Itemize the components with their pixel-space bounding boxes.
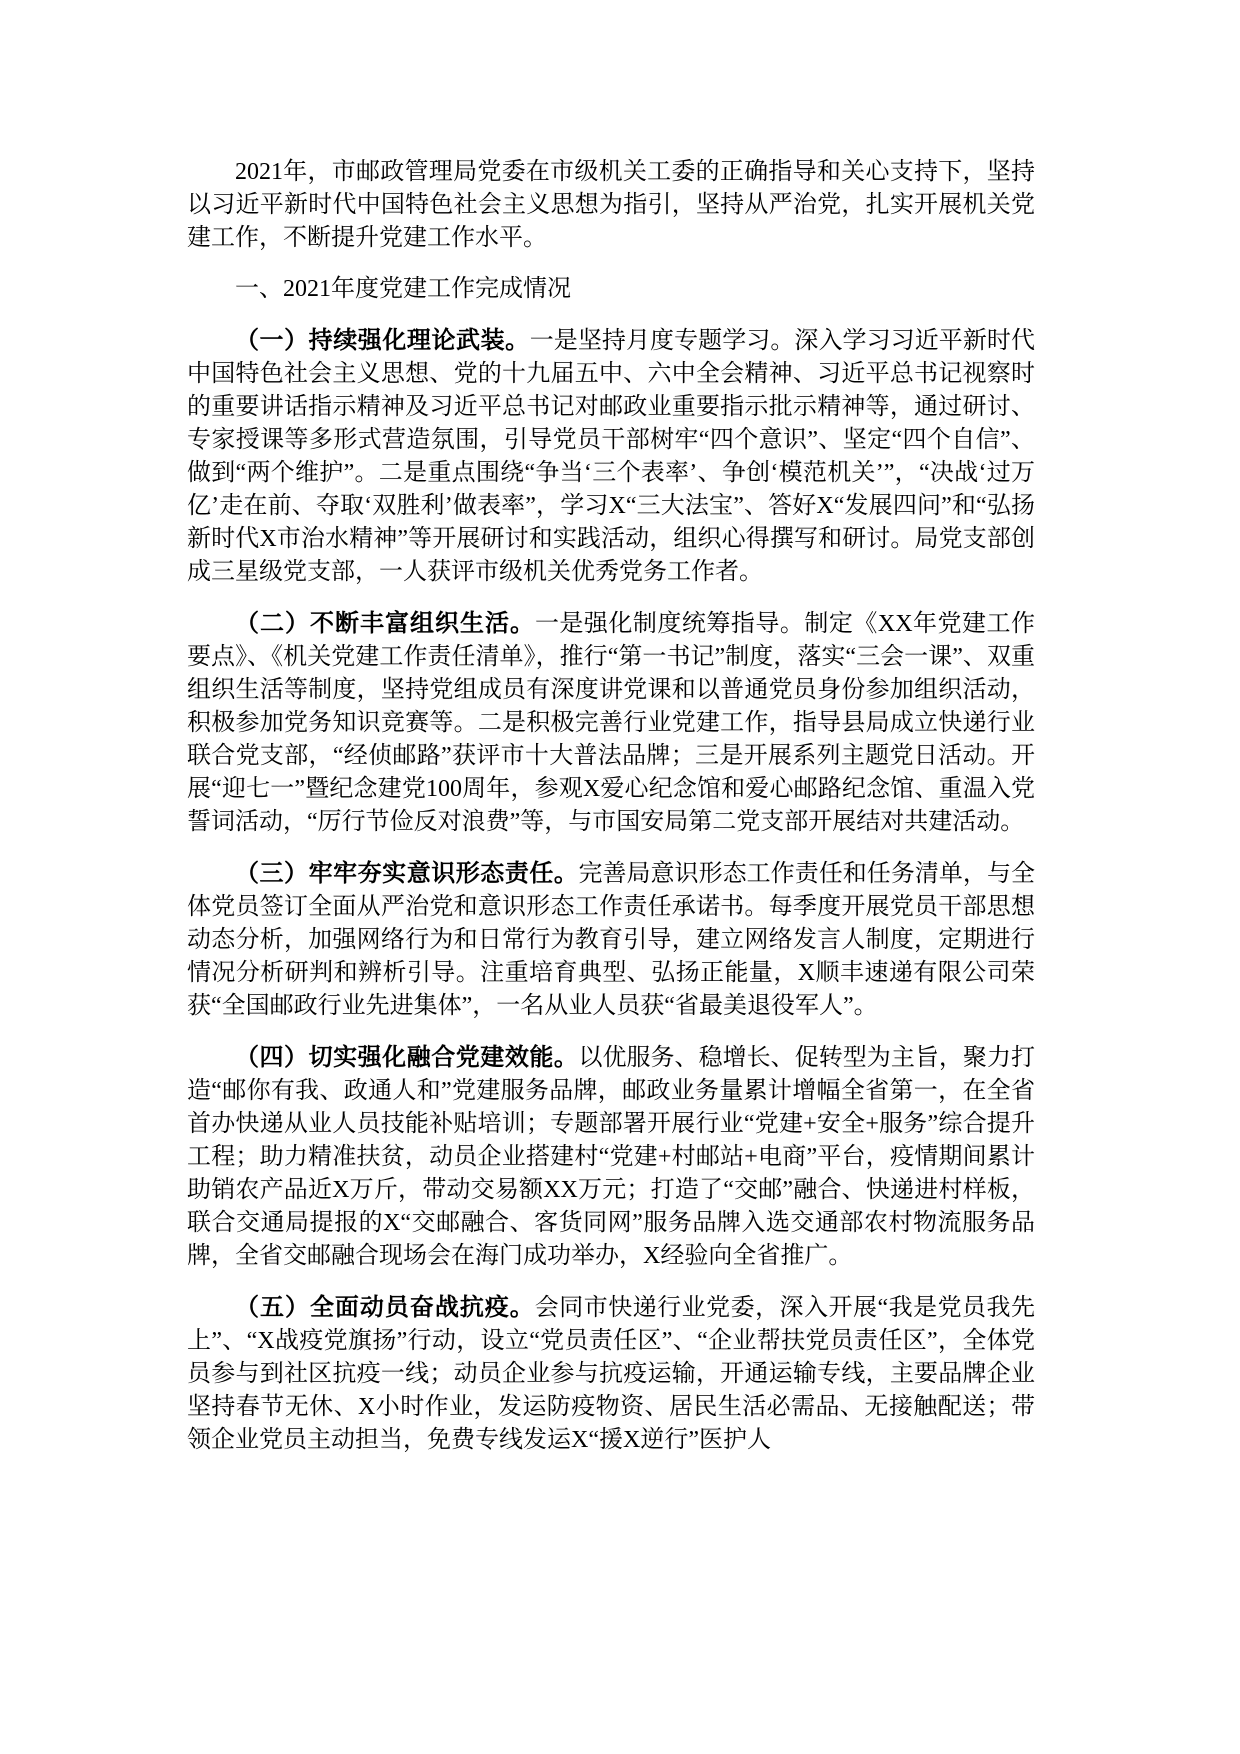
paragraph-2 [187,607,1035,839]
paragraph-2-text: 一是强化制度统筹指导。制定《XX年党建工作要点》、《机关党建工作责任清单》，推行“第一书记”制度，落实“三会一课”、双重组织生活等制度，坚持党组成员有深度讲党课和以普通党员身份参加组织活动，积极参加党务知识竞赛等。二是积极完善行业党建工作，指导县局成立快递行业联合党支部，“经侦邮路”获评市十大普法品牌；三是开展系列主题党日活动。开展“迎七一”暨纪念建党100周年，参观X爱心纪念馆和爱心邮路纪念馆、重温入党誓词活动，“厉行节俭反对浪费”等，与市国安局第二党支部开展结对共建活动。 [187,611,1035,835]
paragraph-4-lead: （四）切实强化融合党建效能。 [235,1044,579,1071]
paragraph-4-text: 以优服务、稳增长、促转型为主旨，聚力打造“邮你有我、政通人和”党建服务品牌，邮政业务量累计增幅全省第一，在全省首办快递从业人员技能补贴培训；专题部署开展行业“党建+安全+服务”综合提升工程；助力精准扶贫，动员企业搭建村“党建+村邮站+电商”平台，疫情期间累计助销农产品近X万斤，带动交易额XX万元；打造了“交邮”融合、快递进村样板，联合交通局提报的X“交邮融合、客货同网”服务品牌入选交通部农村物流服务品牌，全省交邮融合现场会在海门成功举办，X经验向全省推广。 [187,1045,1035,1269]
paragraph-3 [187,857,1035,1023]
intro-paragraph: 2021年，市邮政管理局党委在市级机关工委的正确指导和关心支持下，坚持以习近平新时代中国特色社会主义思想为指引，坚持从严治党，扎实开展机关党建工作，不断提升党建工作水平。 [187,159,1035,251]
paragraph-4 [187,1041,1035,1273]
paragraph-2-lead: （二）不断丰富组织生活。 [235,610,535,637]
paragraph-1-lead: （一）持续强化理论武装。 [235,327,530,354]
section-heading: 一、2021年度党建工作完成情况 [235,276,571,302]
paragraph-3-text: 完善局意识形态工作责任和任务清单，与全体党员签订全面从严治党和意识形态工作责任承诺书。每季度开展党员干部思想动态分析，加强网络行为和日常行为教育引导，建立网络发言人制度，定期进行情况分析研判和辨析引导。注重培育典型、弘扬正能量，X顺丰速递有限公司荣获“全国邮政行业先进集体”，一名从业人员获“省最美退役军人”。 [187,861,1035,1019]
paragraph-5-lead: （五）全面动员奋战抗疫。 [235,1294,535,1321]
paragraph-5 [187,1291,1035,1457]
paragraph-3-lead: （三）牢牢夯实意识形态责任。 [235,860,579,887]
paragraph-5-text: 会同市快递行业党委，深入开展“我是党员我先上”、“X战疫党旗扬”行动，设立“党员责任区”、“企业帮扶党员责任区”，全体党员参与到社区抗疫一线；动员企业参与抗疫运输，开通运输专线，主要品牌企业坚持春节无休、X小时作业，发运防疫物资、居民生活必需品、无接触配送；带领企业党员主动担当，免费专线发运X“援X逆行”医护人 [187,1295,1036,1453]
paragraph-1 [187,324,1035,589]
paragraph-1-text: 一是坚持月度专题学习。深入学习习近平新时代中国特色社会主义思想、党的十九届五中、六中全会精神、习近平总书记视察时的重要讲话指示精神及习近平总书记对邮政业重要指示批示精神等，通过研讨、专家授课等多形式营造氛围，引导党员干部树牢“四个意识”、坚定“四个自信”、做到“两个维护”。二是重点围绕“争当‘三个表率’、争创‘模范机关’”，“决战‘过万亿’走在前、夺取‘双胜利’做表率”，学习X“三大法宝”、答好X“发展四问”和“弘扬新时代X市治水精神”等开展研讨和实践活动，组织心得撰写和研讨。局党支部创成三星级党支部，一人获评市级机关优秀党务工作者。 [187,328,1035,585]
